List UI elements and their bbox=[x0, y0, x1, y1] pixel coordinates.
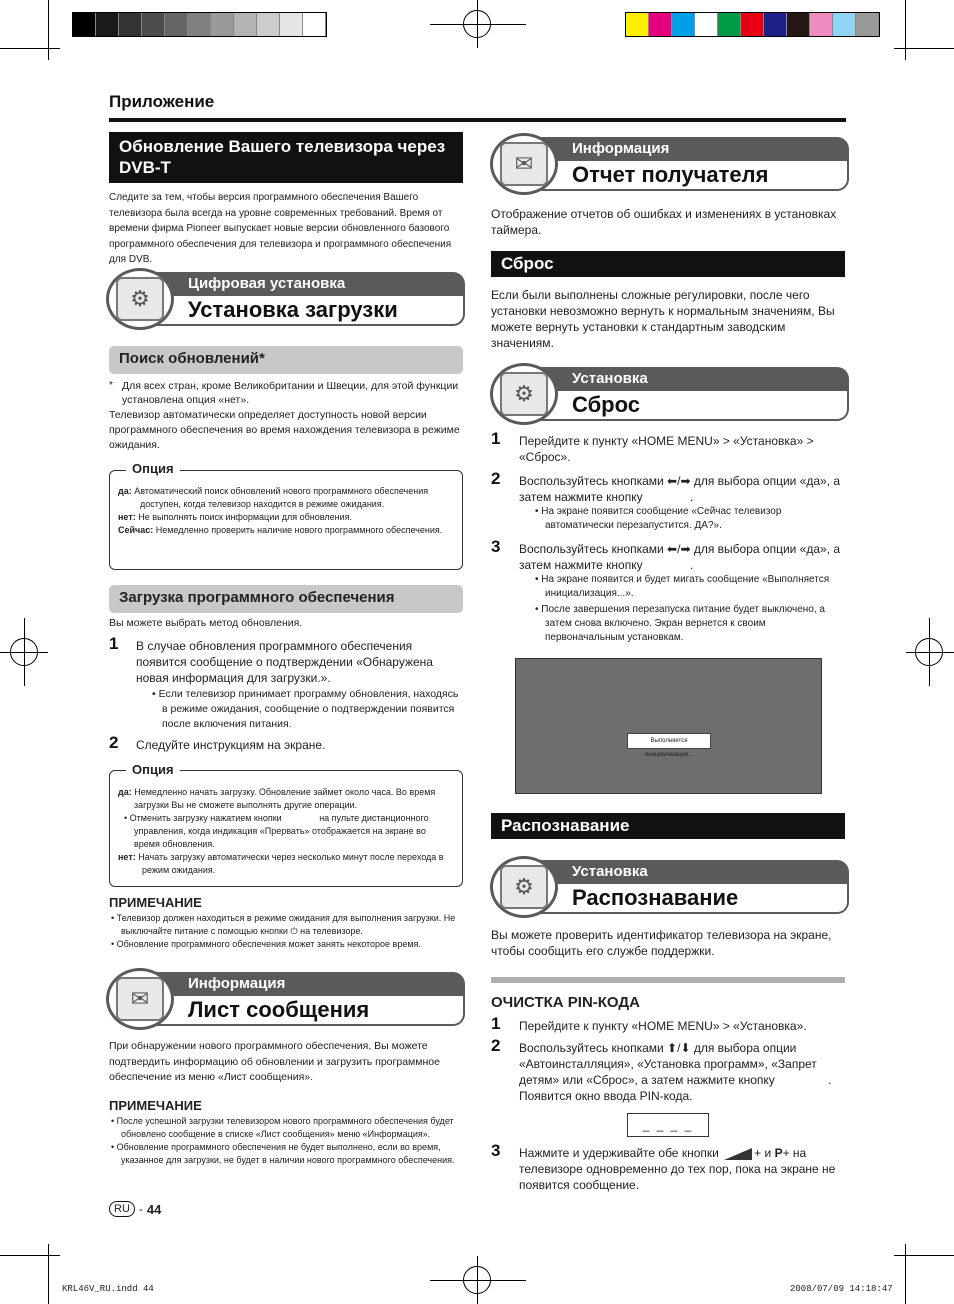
update-title: Обновление Вашего телевизора через DVB-T bbox=[109, 132, 463, 183]
crop-mark bbox=[0, 48, 60, 49]
step-1-text: В случае обновления программного обеспечения появится сообщение о подтверждении «Обнаружена новая информация для загрузки.». bbox=[136, 639, 433, 685]
divider bbox=[491, 977, 845, 983]
language-badge: RU bbox=[109, 1201, 135, 1217]
color-swatch bbox=[142, 13, 165, 36]
note-item: • Обновление программного обеспечения может занять некоторое время. bbox=[111, 939, 421, 949]
option-list bbox=[118, 786, 454, 877]
pin-step-1: Перейдите к пункту «HOME MENU» > «Установка». bbox=[519, 1019, 807, 1033]
crop-mark bbox=[0, 1255, 60, 1256]
note-title: ПРИМЕЧАНИЕ bbox=[109, 895, 202, 910]
banner-title: Сброс bbox=[530, 391, 849, 421]
banner-title: Распознавание bbox=[530, 884, 849, 914]
banner-category: Информация bbox=[530, 137, 849, 161]
step-number: 1 bbox=[109, 634, 119, 653]
banner-category: Информация bbox=[146, 972, 465, 996]
color-swatch bbox=[257, 13, 280, 36]
update-intro: Следите за тем, чтобы версия программного обеспечения Вашего телевизора была всегда на уровне современных требований. Время от времени фирма Pioneer выпускает новые версии обновленного базового программного обеспечения для телевизора и программного обеспечения для DVB. bbox=[109, 192, 452, 265]
banner-title: Отчет получателя bbox=[530, 161, 849, 191]
search-title: Поиск обновлений* bbox=[109, 346, 463, 374]
step-number: 3 bbox=[491, 1141, 501, 1160]
banner-title: Лист сообщения bbox=[146, 996, 465, 1026]
option-item: да: Немедленно начать загрузку. Обновление займет около часа. Во время загрузки Вы не сможете выполнять другие операции. bbox=[118, 787, 436, 810]
volume-icon bbox=[724, 1148, 752, 1160]
search-text: Телевизор автоматически определяет доступность новой версии программного обеспечения во время нахождения телевизора в режиме ожидания. bbox=[109, 409, 460, 451]
option-item: нет: Начать загрузку автоматически через несколько минут после перехода в режим ожидания. bbox=[118, 852, 444, 875]
footer-file: KRL46V_RU.indd 44 bbox=[62, 1284, 154, 1294]
option-item: да: Автоматический поиск обновлений нового программного обеспечения доступен, когда телевизор находится в режиме ожидания. bbox=[118, 486, 429, 509]
init-message: Выполняется инициализация... bbox=[627, 733, 711, 749]
header-rule bbox=[109, 118, 846, 122]
step-2-text: Следуйте инструкциям на экране. bbox=[136, 738, 326, 752]
crop-mark bbox=[894, 1255, 954, 1256]
grey-swatch-bar bbox=[72, 12, 327, 37]
crop-mark bbox=[430, 1280, 526, 1281]
menu-banner-messages bbox=[106, 968, 465, 1030]
setup-icon: ⚙ bbox=[490, 856, 558, 918]
envelope-icon: ✉ bbox=[490, 133, 558, 195]
banner-category: Установка bbox=[530, 860, 849, 884]
step-number: 2 bbox=[491, 1036, 501, 1055]
tv-screen bbox=[515, 658, 822, 794]
color-swatch bbox=[234, 13, 257, 36]
option-bullet: • Отменить загрузку нажатием кнопки на пульте дистанционного управления, когда индикация «Прервать» отображается на экране во время обновления. bbox=[124, 813, 429, 849]
reset-step-1: Перейдите к пункту «HOME MENU» > «Установка» > «Сброс». bbox=[519, 434, 814, 464]
option-item: нет: Не выполнять поиск информации для обновления. bbox=[118, 512, 352, 522]
menu-banner-recognition bbox=[490, 856, 849, 918]
note-list bbox=[109, 912, 463, 951]
crop-mark bbox=[906, 652, 954, 653]
page-dash: - bbox=[138, 1202, 143, 1216]
messages-text: При обнаружении нового программного обеспечения, Вы можете подтвердить информацию об обновлении и загрузить программное обеспечение из меню «Лист сообщения». bbox=[109, 1040, 440, 1083]
step-number: 2 bbox=[109, 733, 119, 752]
crop-mark bbox=[430, 24, 526, 25]
color-swatch bbox=[810, 13, 833, 36]
color-swatch bbox=[303, 13, 326, 36]
menu-banner-report bbox=[490, 133, 849, 195]
recognition-text: Вы можете проверить идентификатор телевизора на экране, чтобы сообщить его службе поддержки. bbox=[491, 928, 832, 958]
reset-step-3-bullets bbox=[533, 573, 845, 645]
reset-step-2-bullet: • На экране появится сообщение «Сейчас телевизор автоматически перезапустится. ДА?». bbox=[535, 506, 782, 531]
download-intro: Вы можете выбрать метод обновления. bbox=[109, 617, 303, 629]
pin-step-2: Воспользуйтесь кнопками ⬆/⬇ для выбора опции «Автоинсталляция», «Установка программ», «Запрет детям» или «Сброс», а затем нажмите кнопку . Появится окно ввода PIN-кода. bbox=[519, 1041, 832, 1103]
option-label: Опция bbox=[126, 762, 180, 777]
footnote-mark: * bbox=[109, 380, 113, 391]
option-label: Опция bbox=[126, 461, 180, 476]
menu-banner-reset bbox=[490, 363, 849, 425]
color-swatch bbox=[626, 13, 649, 36]
note-title: ПРИМЕЧАНИЕ bbox=[109, 1098, 202, 1113]
note-item: • Обновление программного обеспечения не будет выполнено, если во время, указанное для загрузки, не будет в наличии нового программного обеспечения. bbox=[111, 1142, 455, 1165]
crop-mark bbox=[48, 1244, 49, 1304]
note-item: • Телевизор должен находиться в режиме ожидания для выполнения загрузки. Не выключайте питание с помощью кнопки ⏻ на телевизоре. bbox=[111, 913, 456, 936]
step-number: 1 bbox=[491, 429, 501, 448]
banner-category: Установка bbox=[530, 367, 849, 391]
note-list bbox=[109, 1115, 463, 1167]
pin-step-3: Нажмите и удерживайте обе кнопки + и P+ на телевизоре одновременно до тех пор, пока на экране не появится сообщение. bbox=[519, 1146, 836, 1192]
reset-bar: Сброс bbox=[491, 251, 845, 277]
download-title: Загрузка программного обеспечения bbox=[109, 585, 463, 613]
step-number: 2 bbox=[491, 469, 501, 488]
color-swatch bbox=[188, 13, 211, 36]
color-swatch bbox=[833, 13, 856, 36]
reset-step-3: Воспользуйтесь кнопками ⬅/➡ для выбора опции «да», а затем нажмите кнопку . bbox=[519, 542, 841, 572]
page-num: 44 bbox=[146, 1201, 162, 1217]
footer-date: 2008/07/09 14:18:47 bbox=[790, 1284, 893, 1294]
power-icon: ⏻ bbox=[290, 926, 298, 936]
color-swatch bbox=[695, 13, 718, 36]
envelope-icon: ✉ bbox=[106, 968, 174, 1030]
option-list bbox=[118, 485, 454, 537]
step-number: 1 bbox=[491, 1014, 501, 1033]
digital-setup-icon: ⚙ bbox=[106, 268, 174, 330]
search-footnote: Для всех стран, кроме Великобритании и Швеции, для этой функции установлена опция «нет». bbox=[122, 380, 459, 406]
option-item: Сейчас: Немедленно проверить наличие нового программного обеспечения. bbox=[118, 525, 443, 535]
color-swatch-bar bbox=[625, 12, 880, 37]
banner-category: Цифровая установка bbox=[146, 272, 465, 296]
reset-step-2: Воспользуйтесь кнопками ⬅/➡ для выбора опции «да», а затем нажмите кнопку . bbox=[519, 474, 841, 504]
color-swatch bbox=[649, 13, 672, 36]
bullet-item: • На экране появится и будет мигать сообщение «Выполняется инициализация...». bbox=[535, 574, 830, 599]
crop-mark bbox=[905, 0, 906, 60]
section-title: Приложение bbox=[109, 92, 215, 111]
color-swatch bbox=[672, 13, 695, 36]
pin-title: ОЧИСТКА PIN-КОДА bbox=[491, 994, 640, 1011]
banner-title: Установка загрузки bbox=[146, 296, 465, 326]
color-swatch bbox=[119, 13, 142, 36]
setup-icon: ⚙ bbox=[490, 363, 558, 425]
page-number bbox=[109, 1201, 161, 1217]
step-number: 3 bbox=[491, 537, 501, 556]
report-text: Отображение отчетов об ошибках и изменениях в установках таймера. bbox=[491, 207, 837, 237]
color-swatch bbox=[787, 13, 810, 36]
pin-input-box: _ _ _ _ bbox=[627, 1113, 709, 1137]
color-swatch bbox=[96, 13, 119, 36]
color-swatch bbox=[741, 13, 764, 36]
reset-text: Если были выполнены сложные регулировки, после чего установки невозможно вернуть к нормальным значениям, Вы можете вернуть установки к стандартным заводским значениям. bbox=[491, 288, 835, 350]
color-swatch bbox=[211, 13, 234, 36]
color-swatch bbox=[280, 13, 303, 36]
menu-banner-download bbox=[106, 268, 465, 330]
color-swatch bbox=[73, 13, 96, 36]
recognition-bar: Распознавание bbox=[491, 813, 845, 839]
bullet-item: • После завершения перезапуска питание будет выключено, а затем снова включено. Экран вернется к своим первоначальным установкам. bbox=[535, 604, 825, 643]
crop-mark bbox=[0, 652, 48, 653]
step-1-bullet: • Если телевизор принимает программу обновления, находясь в режиме ожидания, сообщение о подтверждении появится после включения питания. bbox=[152, 688, 459, 730]
color-swatch bbox=[764, 13, 787, 36]
color-swatch bbox=[165, 13, 188, 36]
note-item: • После успешной загрузки телевизором нового программного обеспечения будет обновлено сообщение в списке «Лист сообщения» меню «Информация». bbox=[111, 1116, 454, 1139]
color-swatch bbox=[856, 13, 879, 36]
crop-mark bbox=[894, 48, 954, 49]
color-swatch bbox=[718, 13, 741, 36]
crop-mark bbox=[48, 0, 49, 60]
crop-mark bbox=[905, 1244, 906, 1304]
